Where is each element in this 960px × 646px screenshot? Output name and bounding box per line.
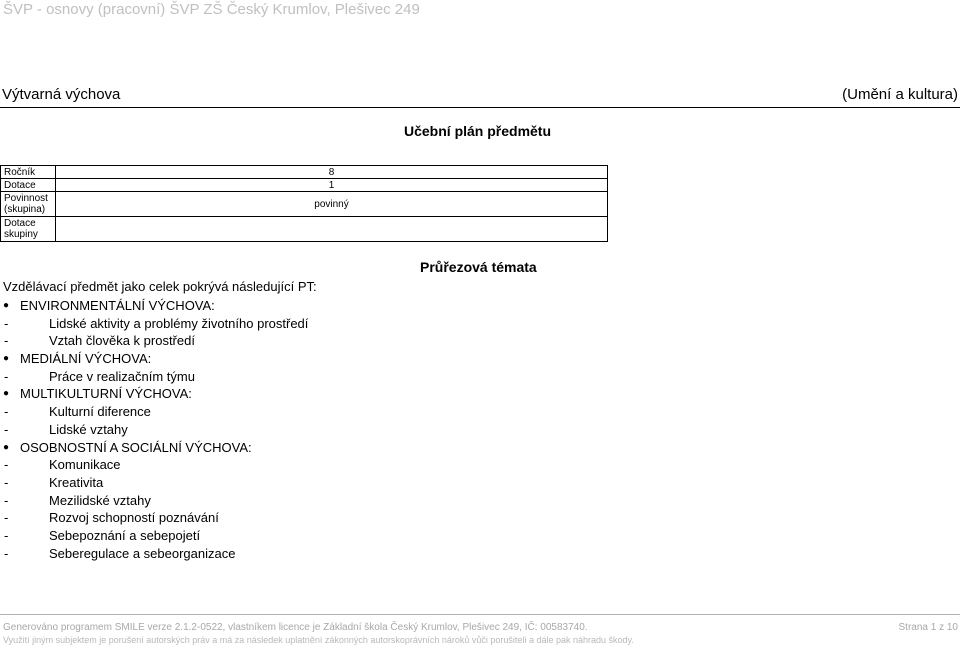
cross-topic-category: OSOBNOSTNÍ A SOCIÁLNÍ VÝCHOVA: (20, 439, 252, 455)
dash-marker: - (4, 492, 9, 508)
plan-row-value: 1 (56, 179, 608, 192)
dash-marker: - (4, 404, 9, 420)
bullet-icon: ● (3, 300, 10, 311)
cross-topics-intro: Vzdělávací předmět jako celek pokrývá následující PT: (3, 279, 317, 294)
dash-marker: - (4, 333, 9, 349)
plan-row-year (1, 166, 608, 179)
dash-marker: - (4, 545, 9, 561)
cross-topic-item: Kreativita (49, 474, 104, 490)
footer-generated-note: Generováno programem SMILE verze 2.1.2-0522, vlastníkem licence je Základní škola Český Krumlov, Plešivec 249, IČ: 00583740. (3, 622, 588, 633)
plan-row-value: povinný (56, 192, 608, 217)
cross-topic-item: Seberegulace a sebeorganizace (49, 545, 236, 561)
cross-topic-item: Mezilidské vztahy (49, 492, 151, 508)
plan-row-group-allocation (1, 217, 608, 242)
subject-name: Výtvarná výchova (2, 86, 121, 103)
subject-area: (Umění a kultura) (842, 86, 958, 103)
footer-page-number: Strana 1 z 10 (898, 622, 958, 633)
plan-row-label: Ročník (1, 166, 56, 179)
subject-divider (0, 107, 960, 108)
dash-marker: - (4, 527, 9, 543)
dash-marker: - (4, 457, 9, 473)
dash-marker: - (4, 421, 9, 437)
cross-topics-heading: Průřezová témata (420, 259, 537, 275)
plan-table (0, 165, 608, 242)
cross-topic-category: MEDIÁLNÍ VÝCHOVA: (20, 351, 152, 367)
plan-row-value (56, 217, 608, 242)
plan-row-value: 8 (56, 166, 608, 179)
dash-marker: - (4, 315, 9, 331)
plan-row-allocation (1, 179, 608, 192)
bullet-icon: ● (3, 388, 10, 400)
subject-row (2, 86, 958, 106)
plan-row-obligation (1, 192, 608, 217)
cross-topic-item: Rozvoj schopností poznávání (49, 510, 219, 526)
cross-topic-item: Sebepoznání a sebepojetí (49, 527, 201, 543)
dash-marker: - (4, 474, 9, 490)
plan-title: Učební plán předmětu (404, 123, 552, 139)
cross-topic-item: Lidské aktivity a problémy životního prostředí (49, 315, 309, 331)
cross-topic-category: MULTIKULTURNÍ VÝCHOVA: (20, 386, 192, 402)
dash-marker: - (4, 510, 9, 526)
footer-divider (0, 614, 960, 615)
plan-row-label: Dotace skupiny (1, 217, 56, 242)
cross-topic-item: Kulturní diference (49, 404, 151, 420)
bullet-icon: ● (3, 441, 10, 453)
cross-topic-item: Vztah člověka k prostředí (49, 333, 195, 349)
cross-topic-item: Komunikace (49, 457, 121, 473)
dash-marker: - (4, 368, 9, 384)
cross-topic-item: Lidské vztahy (49, 421, 128, 437)
cross-topic-item: Práce v realizačním týmu (49, 368, 195, 384)
plan-row-label: Povinnost (skupina) (1, 192, 56, 217)
cross-topic-category: ENVIRONMENTÁLNÍ VÝCHOVA: (20, 298, 215, 313)
plan-row-label: Dotace (1, 179, 56, 192)
footer-legal-note: Využití jiným subjektem je porušení autorských práv a má za následek uplatnění zákonných autorskoprávních nároků vůči porušiteli a dále pak náhradu škody. (3, 635, 634, 645)
bullet-icon: ● (3, 353, 10, 365)
document-header-title: ŠVP - osnovy (pracovní) ŠVP ZŠ Český Krumlov, Plešivec 249 (3, 1, 420, 18)
